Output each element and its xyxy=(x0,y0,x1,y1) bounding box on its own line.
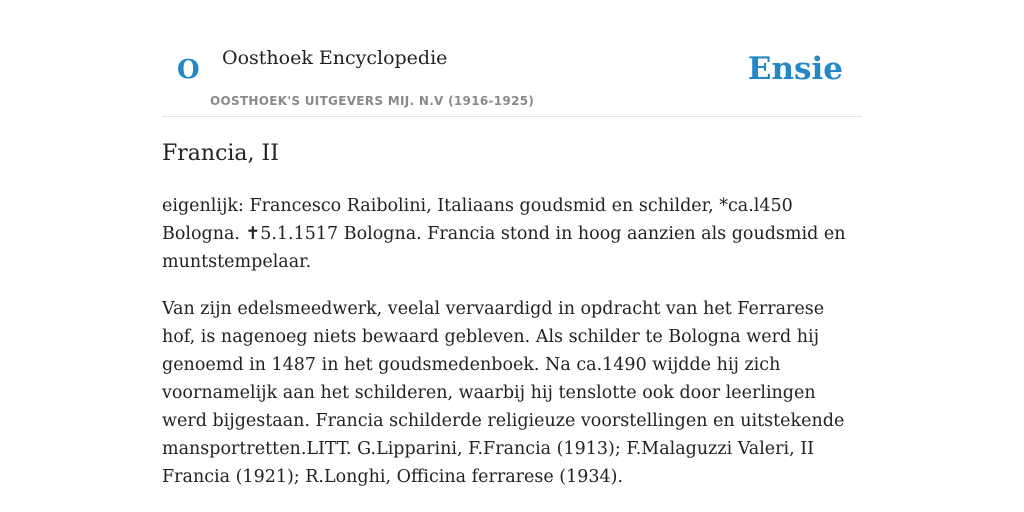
site-title-link[interactable]: Oosthoek Encyclopedie xyxy=(222,47,448,69)
article-paragraph: Van zijn edelsmeedwerk, veelal vervaardigd in opdracht van het Ferrarese hof, is nagenoeg niets bewaard gebleven. Als schilder te Bologna werd hij genoemd in 1487 in het goudsmedenboek. Na ca.1490 wijdde hij zich voornamelijk aan het schilderen, waarbij hij tenslotte ook door leerlingen werd bijgestaan. Francia schilderde religieuze voorstellingen en uitstekende mansportretten.LITT. G.Lipparini, F.Francia (1913); F.Malaguzzi Valeri, II Francia (1921); R.Longhi, Officina ferrarese (1934). xyxy=(162,299,845,487)
article-paragraph: eigenlijk: Francesco Raibolini, Italiaans goudsmid en schilder, *ca.l450 Bologna. ✝5.1.1517 Bologna. Francia stond in hoog aanzien als goudsmid en muntstempelaar. xyxy=(162,196,846,272)
article-title: Francia, II xyxy=(162,141,279,166)
publisher-label: OOSTHOEK'S UITGEVERS MIJ. N.V (1916-1925) xyxy=(210,94,535,108)
article-body xyxy=(162,192,862,510)
ensie-brand-link[interactable]: Ensie xyxy=(747,51,843,87)
site-header xyxy=(162,0,862,117)
logo-icon[interactable]: O xyxy=(177,55,200,85)
